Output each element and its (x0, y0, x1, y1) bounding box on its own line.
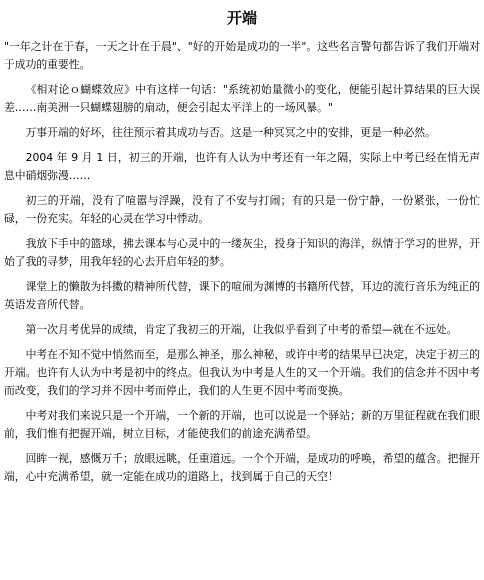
paragraph-7: 课堂上的懒散为抖擞的精神所代替，课下的喧闹为渊博的书籍所代替，耳边的流行音乐为纯正的英语发音所代替。 (4, 280, 480, 311)
paragraph-8: 第一次月考优异的成绩，肯定了我初三的开端，让我似乎看到了中考的希望—就在不远处。 (25, 323, 458, 336)
paragraph-4: 2004 年 9 月 1 日，初三的开端，也许有人认为中考还有一年之隔，实际上中考已经在悄无声息中硝烟弥漫…… (4, 151, 480, 182)
paragraph-5: 初三的开端，没有了喧嚣与浮躁，没有了不安与打闹；有的只是一份宁静，一份紧张，一份忙碌，一份充实。年轻的心灵在学习中悸动。 (4, 194, 480, 225)
paragraph-6: 我放下手中的篮球，拂去课本与心灵中的一缕灰尘，投身于知识的海洋，纵情于学习的世界，开始了我的寻梦，用我年轻的心去开启年轻的梦。 (4, 237, 480, 268)
paragraph-11: 回眸一视，感慨万千；放眼远眺，任重道远。一个个开端，是成功的呼唤，希望的蕴含。把握开端，心中充满希望，就一定能在成功的道路上，找到属于自己的天空！ (4, 452, 480, 483)
paragraph-1: "一年之计在于春，一天之计在于晨"、"好的开始是成功的一半"。这些名言警句都告诉了我们开端对于成功的重要性。 (4, 40, 480, 71)
article-title: 开端 (226, 9, 257, 27)
paragraph-2: 《相对论ｏ蝴蝶效应》中有这样一句话："系统初始量微小的变化，便能引起计算结果的巨大误差……南美洲一只蝴蝶翅膀的扇动，便会引起太平洋上的一场风暴。" (4, 83, 480, 114)
paragraph-10: 中考对我们来说只是一个开端，一个新的开端，也可以说是一个驿站；新的万里征程就在我们眼前，我们惟有把握开端，树立目标，才能使我们的前途充满希望。 (4, 409, 480, 440)
paragraph-3: 万事开端的好坏，往往预示着其成功与否。这是一种冥冥之中的安排，更是一种必然。 (25, 126, 436, 139)
paragraph-9: 中考在不知不觉中悄然而至，是那么神圣，那么神秘，或许中考的结果早已决定，决定于初三的开端。也许有人认为中考是初中的终点。但我认为中考是人生的又一个开端。我们的信念并不因中考而改变，我们的学习并不因中考而停止，我们的人生更不因中考而变换。 (4, 348, 480, 397)
